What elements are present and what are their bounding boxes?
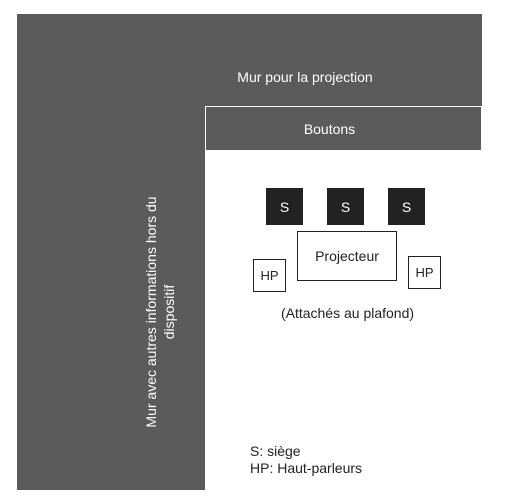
ceiling-note: (Attachés au plafond) <box>280 305 415 321</box>
speaker-left <box>253 259 286 292</box>
legend-speakers: HP: Haut-parleurs <box>250 460 363 476</box>
side-wall-label: Mur avec autres informations hors du dispositif <box>143 196 177 428</box>
projection-wall <box>17 14 482 106</box>
speaker-label: HP <box>415 265 434 280</box>
seat-1 <box>266 188 303 225</box>
speaker-label: HP <box>260 268 279 283</box>
seat-label: S <box>279 198 290 215</box>
legend-seat: S: siège <box>250 443 301 459</box>
seat-label: S <box>401 198 412 215</box>
speaker-right <box>408 256 441 289</box>
seat-label: S <box>340 198 351 215</box>
seat-3 <box>388 188 425 225</box>
projector <box>297 231 397 281</box>
buttons-panel <box>205 106 481 150</box>
seat-2 <box>327 188 364 225</box>
projector-label: Projecteur <box>315 248 379 264</box>
buttons-panel-label: Boutons <box>303 120 356 137</box>
projection-wall-label: Mur pour la projection <box>237 69 373 85</box>
legend <box>250 443 362 477</box>
